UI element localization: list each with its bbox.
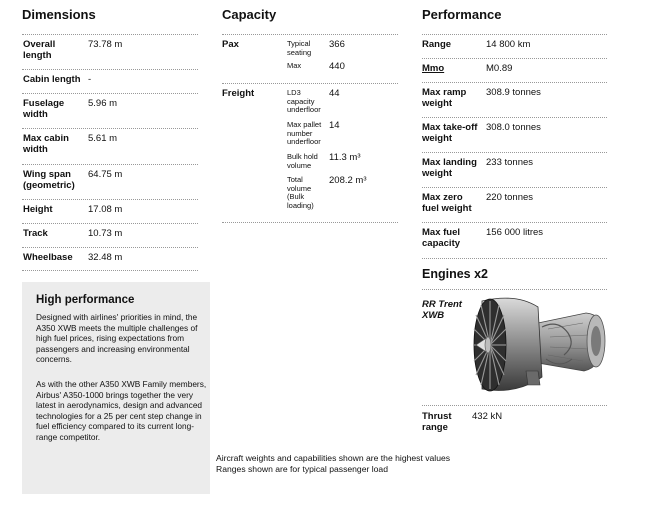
- performance-label: Mmo: [422, 63, 445, 74]
- capacity-row-freight: [222, 83, 398, 84]
- performance-value: 308.0 tonnes: [486, 122, 541, 133]
- spec-row-fuselage-width: [22, 93, 198, 94]
- spec-row-wheelbase: [22, 247, 198, 248]
- footnote-ranges: Ranges shown are for typical passenger load: [216, 464, 388, 474]
- performance-value: 14 800 km: [486, 39, 531, 50]
- spec-value: 73.78 m: [88, 39, 123, 50]
- spec-label: Overall length: [23, 39, 56, 61]
- spec-row-track: [22, 223, 198, 224]
- performance-row-max-landing: [422, 152, 607, 153]
- capacity-sub-label: Max pallet number underfloor: [287, 120, 322, 147]
- capacity-label-pax: Pax: [222, 39, 239, 50]
- spec-value: 5.96 m: [88, 98, 118, 109]
- performance-label: Max take-off weight: [422, 122, 478, 144]
- section-bottom-rule: [222, 222, 398, 223]
- performance-heading: Performance: [422, 7, 502, 22]
- performance-row-range: [422, 34, 607, 35]
- spec-row-height: [22, 199, 198, 200]
- spec-label: Wheelbase: [23, 252, 73, 263]
- spec-value: 10.73 m: [88, 228, 123, 239]
- spec-row-cabin-length: [22, 69, 198, 70]
- capacity-label-freight: Freight: [222, 88, 255, 99]
- performance-label: Max ramp weight: [422, 87, 467, 109]
- section-bottom-rule: [22, 270, 198, 271]
- performance-value: 156 000 litres: [486, 227, 544, 238]
- spec-row-max-cabin-width: [22, 128, 198, 129]
- capacity-value: 208.2 m³: [329, 175, 367, 186]
- spec-label: Cabin length: [23, 74, 81, 85]
- spec-label: Height: [23, 204, 53, 215]
- spec-value: 64.75 m: [88, 169, 123, 180]
- spec-label: Max cabin width: [23, 133, 69, 155]
- high-performance-paragraph-2: As with the other A350 XWB Family members, Airbus' A350-1000 brings together the very latest in aerodynamics, design and advanced technologies for a 25 per cent step change in fuel efficiency compared to its current long-range competitor.: [36, 379, 207, 442]
- performance-label: Max landing weight: [422, 157, 477, 179]
- capacity-sub-label: LD3 capacity underfloor: [287, 88, 321, 115]
- spec-label: Track: [23, 228, 48, 239]
- spec-value: 5.61 m: [88, 133, 118, 144]
- high-performance-title: High performance: [36, 294, 135, 306]
- capacity-sub-label: Total volume (Bulk loading): [287, 175, 314, 210]
- performance-row-max-takeoff: [422, 117, 607, 118]
- capacity-sub-label: Max: [287, 61, 302, 70]
- capacity-sub-label: Bulk hold volume: [287, 152, 318, 170]
- performance-label: Range: [422, 39, 452, 50]
- performance-value: 233 tonnes: [486, 157, 534, 168]
- spec-label: Wing span (geometric): [23, 169, 75, 191]
- spec-label: Fuselage width: [23, 98, 65, 120]
- capacity-value: 14: [329, 120, 340, 131]
- performance-value: 308.9 tonnes: [486, 87, 541, 98]
- performance-value: 220 tonnes: [486, 192, 534, 203]
- engines-thrust-rule: [422, 405, 607, 406]
- high-performance-paragraph-1: Designed with airlines' priorities in mind, the A350 XWB meets the multiple challenges of high fuel prices, rising expectations from passengers and increasing environmental concerns.: [36, 312, 198, 365]
- capacity-value: 440: [329, 61, 345, 72]
- engines-rule: [422, 289, 607, 290]
- dimensions-heading: Dimensions: [22, 7, 96, 22]
- spec-value: 32.48 m: [88, 252, 123, 263]
- footnote-weights: Aircraft weights and capabilities shown are the highest values: [216, 453, 451, 463]
- section-bottom-rule: [422, 258, 607, 259]
- spec-row-overall-length: [22, 34, 198, 35]
- spec-value: 17.08 m: [88, 204, 123, 215]
- spec-row-wing-span: [22, 164, 198, 165]
- performance-row-max-fuel: [422, 222, 607, 223]
- performance-row-max-ramp: [422, 82, 607, 83]
- capacity-value: 44: [329, 88, 340, 99]
- thrust-value: 432 kN: [472, 411, 503, 422]
- spec-value: -: [88, 74, 92, 85]
- capacity-value: 366: [329, 39, 345, 50]
- capacity-heading: Capacity: [222, 7, 277, 22]
- performance-row-mmo: [422, 58, 607, 59]
- turbofan-engine-icon: [468, 293, 618, 401]
- performance-label: Max fuel capacity: [422, 227, 461, 249]
- thrust-label: Thrust range: [422, 411, 452, 433]
- capacity-sub-label: Typical seating: [287, 39, 312, 57]
- high-performance-box: [22, 282, 210, 494]
- performance-label: Max zero fuel weight: [422, 192, 472, 214]
- capacity-value: 11.3 m³: [329, 152, 361, 163]
- performance-value: M0.89: [486, 63, 513, 74]
- engines-heading: Engines x2: [422, 267, 488, 281]
- performance-row-max-zero-fuel: [422, 187, 607, 188]
- capacity-row-pax: [222, 34, 398, 35]
- engine-model: RR Trent XWB: [422, 299, 462, 321]
